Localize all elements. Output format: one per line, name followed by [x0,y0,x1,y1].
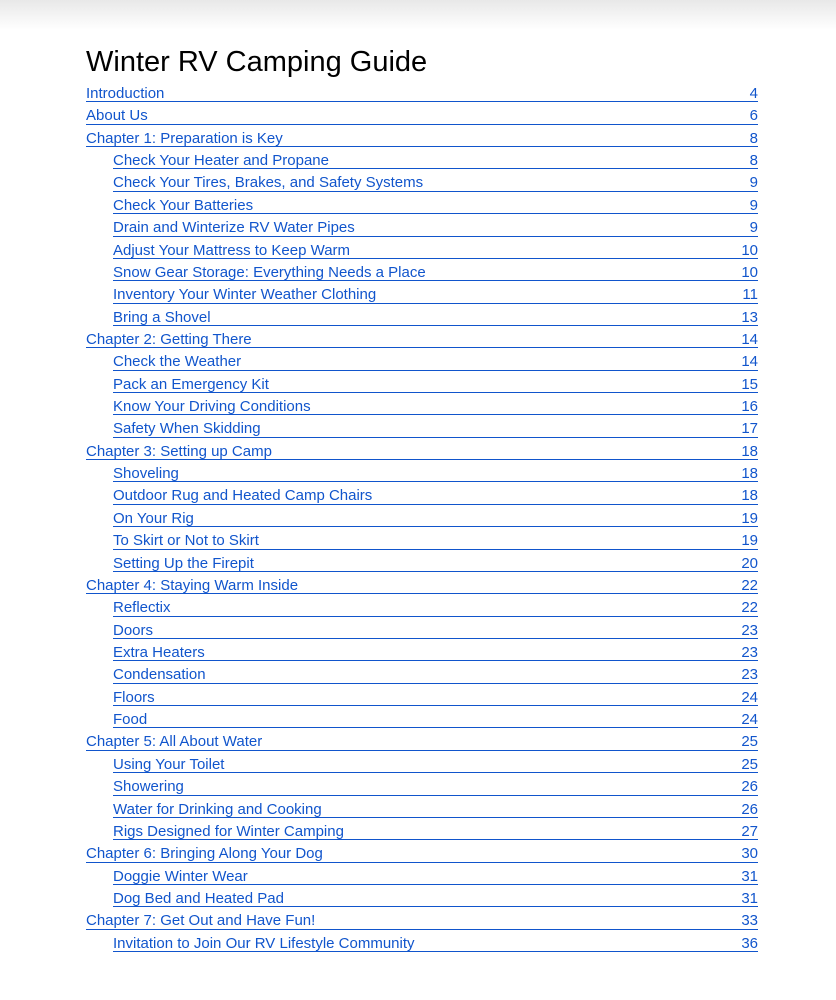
toc-entry-link[interactable]: Check the Weather [113,353,242,371]
toc-entry-link[interactable]: Condensation [113,666,206,684]
toc-page-number[interactable]: 24 [741,711,758,729]
toc-page-number[interactable]: 24 [741,688,758,706]
toc-entry-link[interactable]: Safety When Skidding [113,420,261,438]
toc-entry-link[interactable]: Adjust Your Mattress to Keep Warm [113,241,351,259]
toc-page-number[interactable]: 15 [741,375,758,393]
toc-page-number[interactable]: 22 [741,576,758,594]
toc-page-number[interactable]: 19 [741,509,758,527]
toc-entry-link[interactable]: To Skirt or Not to Skirt [113,532,259,550]
toc-page-number[interactable]: 9 [749,196,758,214]
toc-entry-link[interactable]: Chapter 5: All About Water [86,733,263,751]
toc-page-number[interactable]: 10 [741,241,758,259]
toc-page-number[interactable]: 23 [741,621,758,639]
toc-row [113,197,758,219]
toc-row [86,107,758,129]
toc-page-number[interactable]: 33 [741,912,758,930]
toc-page-number[interactable]: 8 [749,129,758,147]
toc-row [113,420,758,442]
toc-entry-link[interactable]: Reflectix [113,599,171,617]
toc-entry-link[interactable]: Showering [113,778,184,796]
toc-page-number[interactable]: 18 [741,442,758,460]
toc-entry-link[interactable]: Doggie Winter Wear [113,867,248,885]
toc-entry-link[interactable]: Snow Gear Storage: Everything Needs a Place [113,263,426,281]
toc-entry-link[interactable]: Know Your Driving Conditions [113,398,311,416]
toc-entry-link[interactable]: Setting Up the Firepit [113,554,254,572]
toc-row [113,711,758,733]
toc-row [86,577,758,599]
toc-page-number[interactable]: 20 [741,554,758,572]
toc-row [86,912,758,934]
toc-row [113,644,758,666]
toc-page-number[interactable]: 25 [741,733,758,751]
toc-row [86,443,758,465]
toc-entry-link[interactable]: Drain and Winterize RV Water Pipes [113,219,355,237]
toc-page-number[interactable]: 23 [741,643,758,661]
toc-page-number[interactable]: 10 [741,263,758,281]
toc-row [113,555,758,577]
toc-row [86,130,758,152]
toc-page-number[interactable]: 18 [741,465,758,483]
toc-row [113,868,758,890]
toc-page-number[interactable]: 6 [749,107,758,125]
toc-entry-link[interactable]: Shoveling [113,465,179,483]
toc-page-number[interactable]: 26 [741,778,758,796]
toc-entry-link[interactable]: Chapter 7: Get Out and Have Fun! [86,912,316,930]
toc-entry-link[interactable]: Using Your Toilet [113,755,225,773]
toc-row [113,398,758,420]
toc-page-number[interactable]: 17 [741,420,758,438]
toc-entry-link[interactable]: Check Your Heater and Propane [113,152,329,170]
toc-page-number[interactable]: 18 [741,487,758,505]
toc-page-number[interactable]: 23 [741,666,758,684]
toc-entry-link[interactable]: Chapter 1: Preparation is Key [86,129,283,147]
toc-row [113,823,758,845]
toc-entry-link[interactable]: Invitation to Join Our RV Lifestyle Community [113,934,415,952]
table-of-contents [86,85,758,957]
toc-entry-link[interactable]: Rigs Designed for Winter Camping [113,822,344,840]
toc-row [113,242,758,264]
toc-entry-link[interactable]: Check Your Tires, Brakes, and Safety Systems [113,174,424,192]
toc-row [113,465,758,487]
toc-row [113,219,758,241]
toc-page-number[interactable]: 14 [741,353,758,371]
toc-entry-link[interactable]: Inventory Your Winter Weather Clothing [113,286,377,304]
toc-row [113,532,758,554]
toc-entry-link[interactable]: Chapter 4: Staying Warm Inside [86,576,299,594]
document-title: Winter RV Camping Guide [86,46,428,78]
toc-page-number[interactable]: 31 [741,889,758,907]
toc-row [113,666,758,688]
toc-row [113,689,758,711]
toc-page-number[interactable]: 30 [741,845,758,863]
toc-page-number[interactable]: 27 [741,822,758,840]
toc-row [113,487,758,509]
toc-page-number[interactable]: 8 [749,152,758,170]
toc-row [113,801,758,823]
toc-row [113,599,758,621]
toc-page-number[interactable]: 4 [749,85,758,102]
toc-page-number[interactable]: 19 [741,532,758,550]
toc-row [113,376,758,398]
toc-row [113,756,758,778]
toc-entry-link[interactable]: Introduction [86,85,165,102]
toc-page-number[interactable]: 14 [741,330,758,348]
toc-page-number[interactable]: 11 [742,286,758,304]
toc-entry-link[interactable]: Food [113,711,148,729]
toc-entry-link[interactable]: Bring a Shovel [113,308,211,326]
toc-row [86,85,758,107]
toc-entry-link[interactable]: Chapter 6: Bringing Along Your Dog [86,845,323,863]
toc-entry-link[interactable]: Floors [113,688,155,706]
toc-row [113,353,758,375]
toc-entry-link[interactable]: Chapter 2: Getting There [86,330,252,348]
toc-page-number[interactable]: 36 [741,934,758,952]
toc-row [113,510,758,532]
toc-entry-link[interactable]: Water for Drinking and Cooking [113,800,322,818]
toc-page-number[interactable]: 26 [741,800,758,818]
toc-row [86,845,758,867]
toc-entry-link[interactable]: About Us [86,107,148,125]
toc-entry-link[interactable]: Outdoor Rug and Heated Camp Chairs [113,487,373,505]
toc-entry-link[interactable]: Pack an Emergency Kit [113,375,269,393]
toc-row [113,622,758,644]
toc-page-number[interactable]: 13 [741,308,758,326]
toc-row [113,174,758,196]
toc-entry-link[interactable]: Doors [113,621,154,639]
toc-entry-link[interactable]: Dog Bed and Heated Pad [113,889,284,907]
toc-entry-link[interactable]: On Your Rig [113,509,194,527]
toc-page-number[interactable]: 9 [749,174,758,192]
toc-row [86,331,758,353]
toc-entry-link[interactable]: Chapter 3: Setting up Camp [86,442,272,460]
toc-page-number[interactable]: 9 [749,219,758,237]
toc-page-number[interactable]: 31 [741,867,758,885]
toc-page-number[interactable]: 16 [741,398,758,416]
toc-row [113,264,758,286]
toc-page-number[interactable]: 22 [741,599,758,617]
toc-entry-link[interactable]: Check Your Batteries [113,196,254,214]
toc-row [113,309,758,331]
toc-row [113,778,758,800]
toc-row [113,286,758,308]
toc-entry-link[interactable]: Extra Heaters [113,643,205,661]
toc-row [86,733,758,755]
toc-row [113,890,758,912]
toc-row [113,152,758,174]
toc-page-number[interactable]: 25 [741,755,758,773]
toc-row [113,935,758,957]
